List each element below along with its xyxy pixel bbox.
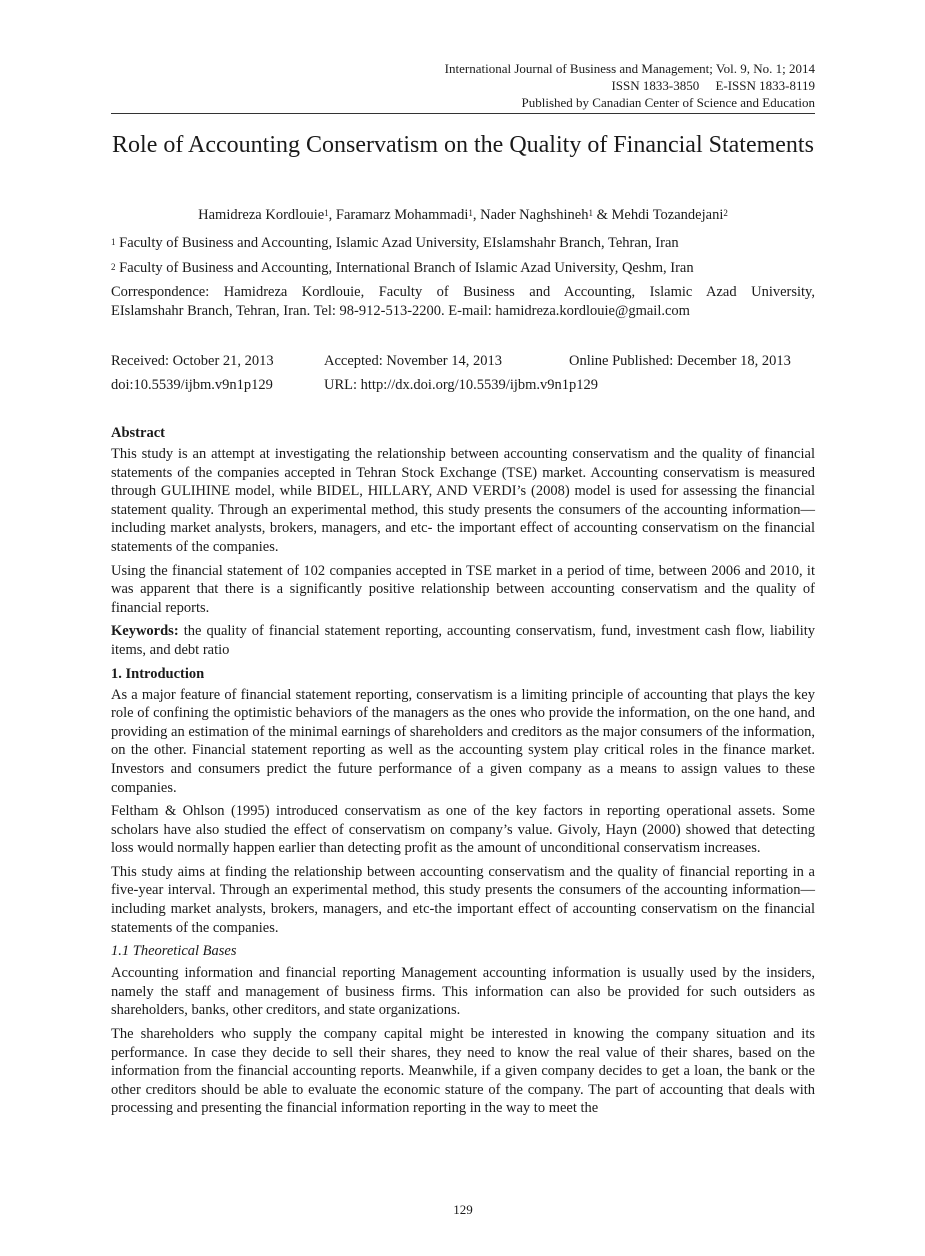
section-heading-introduction: 1. Introduction: [111, 665, 205, 682]
author-affil-sup: 1: [588, 208, 593, 218]
author-sep: ,: [472, 207, 481, 223]
paper-title: Role of Accounting Conservatism on the Quality of Financial Statements: [112, 132, 814, 158]
author-list: [111, 205, 815, 225]
affiliation-sup: 2: [111, 262, 116, 272]
abstract-heading: Abstract: [111, 425, 165, 441]
journal-name: International Journal of Business and Management; Vol. 9, No. 1; 2014: [444, 61, 815, 76]
keywords-text: the quality of financial statement reporting, accounting conservatism, fund, investment cash flow, liability items, and debt ratio: [111, 623, 815, 658]
header-rule: [111, 113, 815, 114]
published-date: Online Published: December 18, 2013: [569, 353, 791, 369]
author-affil-sup: 1: [468, 208, 473, 218]
affiliation-2: [111, 258, 815, 278]
issn-line: ISSN 1833-3850 E-ISSN 1833-8119: [611, 78, 815, 93]
subsection-heading-theoretical-bases: 1.1 Theoretical Bases: [111, 943, 237, 960]
abstract-paragraph-1: This study is an attempt at investigating the relationship between accounting conservatism and the quality of financial statements of the companies accepted in Tehran Stock Exchange (TSE) market. Accounting conservatism is measured through GULIHINE model, while BIDEL, HILLARY, AND VERDI’s (2008) model is used for assessing the financial statement quality. Through an experimental method, this study presents the consumers of the accounting information—including market analysts, brokers, managers, and etc- the important effect of accounting conservatism on the financial statements of the companies.: [111, 446, 815, 555]
author-name: Mehdi Tozandejani: [611, 207, 724, 223]
intro-paragraph-1: As a major feature of financial statement reporting, conservatism is a limiting principle of accounting that plays the key role of confining the optimistic behaviors of the managers as the ones who provide the information, on the one hand, and providing an estimation of the minimal earnings of shareholders and creditors as the major consumers of the information, on the other. Financial statement reporting as well as the accounting system play critical roles in the finance market. Investors and consumers predict the future performance of a given company as a means to assign values to these companies.: [111, 686, 815, 796]
author-name: Nader Naghshineh: [480, 207, 589, 223]
correspondence: [111, 283, 815, 321]
theory-paragraph-2: The shareholders who supply the company capital might be interested in knowing the company situation and its performance. In case they decide to sell their shares, they need to know the real value of their shares, based on the information from the financial accounting reports. Meanwhile, if a given company decides to get a loan, the bank or the other creditors should be able to evaluate the economic stature of the company. The part of accounting that deals with processing and presenting the financial information reporting in the way to meet the: [111, 1026, 815, 1117]
affiliation-text: Faculty of Business and Accounting, Islamic Azad University, EIslamshahr Branch, Tehran, Iran: [115, 235, 679, 251]
correspondence-line-1: Correspondence: Hamidreza Kordlouie, Faculty of Business and Accounting, Islamic Azad University,: [111, 284, 815, 300]
accepted-date: Accepted: November 14, 2013: [324, 353, 502, 369]
publication-dates: [111, 351, 815, 399]
affiliation-text: Faculty of Business and Accounting, International Branch of Islamic Azad University, Qeshm, Iran: [115, 260, 694, 276]
affiliation-sup: 1: [111, 237, 116, 247]
doi-url: URL: http://dx.doi.org/10.5539/ijbm.v9n1p129: [324, 377, 599, 393]
theory-paragraph-1: Accounting information and financial reporting Management accounting information is usually used by the insiders, namely the staff and management of business firms. This information can also be provided for such outsiders as shareholders, banks, other creditors, and state organizations.: [111, 965, 815, 1019]
intro-paragraph-2: Feltham & Ohlson (1995) introduced conservatism as one of the key factors in reporting operational assets. Some scholars have also studied the effect of conservatism on company’s value. Givoly, Hayn (2000) showed that detecting loss would normally happen earlier than detecting profit as the amount of unconditional conservatism increases.: [111, 803, 815, 857]
author-sep: &: [592, 207, 612, 223]
author-affil-sup: 1: [324, 208, 329, 218]
affiliation-1: [111, 233, 815, 253]
keywords: [111, 622, 815, 659]
doi: doi:10.5539/ijbm.v9n1p129: [111, 377, 273, 393]
publisher-line: Published by Canadian Center of Science and Education: [521, 95, 815, 110]
article-body: [111, 424, 815, 1123]
intro-paragraph-3: This study aims at finding the relationship between accounting conservatism and the quality of financial reporting in a five-year interval. Through an experimental method, this study presents the consumers of the accounting information—including market analysts, brokers, managers, and etc-the important effect of accounting conservatism on the financial statements of the companies.: [111, 863, 815, 936]
journal-header: [111, 60, 815, 111]
author-sep: ,: [328, 207, 336, 223]
author-affil-sup: 2: [723, 208, 728, 218]
author-name: Hamidreza Kordlouie: [198, 207, 325, 223]
correspondence-line-2: EIslamshahr Branch, Tehran, Iran. Tel: 98-912-513-2200. E-mail: hamidreza.kordlouie@gmail.com: [111, 303, 690, 319]
received-date: Received: October 21, 2013: [111, 353, 274, 369]
page-number: 129: [453, 1202, 473, 1217]
author-name: Faramarz Mohammadi: [335, 207, 469, 223]
keywords-label: Keywords:: [111, 623, 179, 640]
abstract-paragraph-2: Using the financial statement of 102 companies accepted in TSE market in a period of time, between 2006 and 2010, it was apparent that there is a significantly positive relationship between accounting conservatism and the quality of financial reports.: [111, 562, 815, 616]
